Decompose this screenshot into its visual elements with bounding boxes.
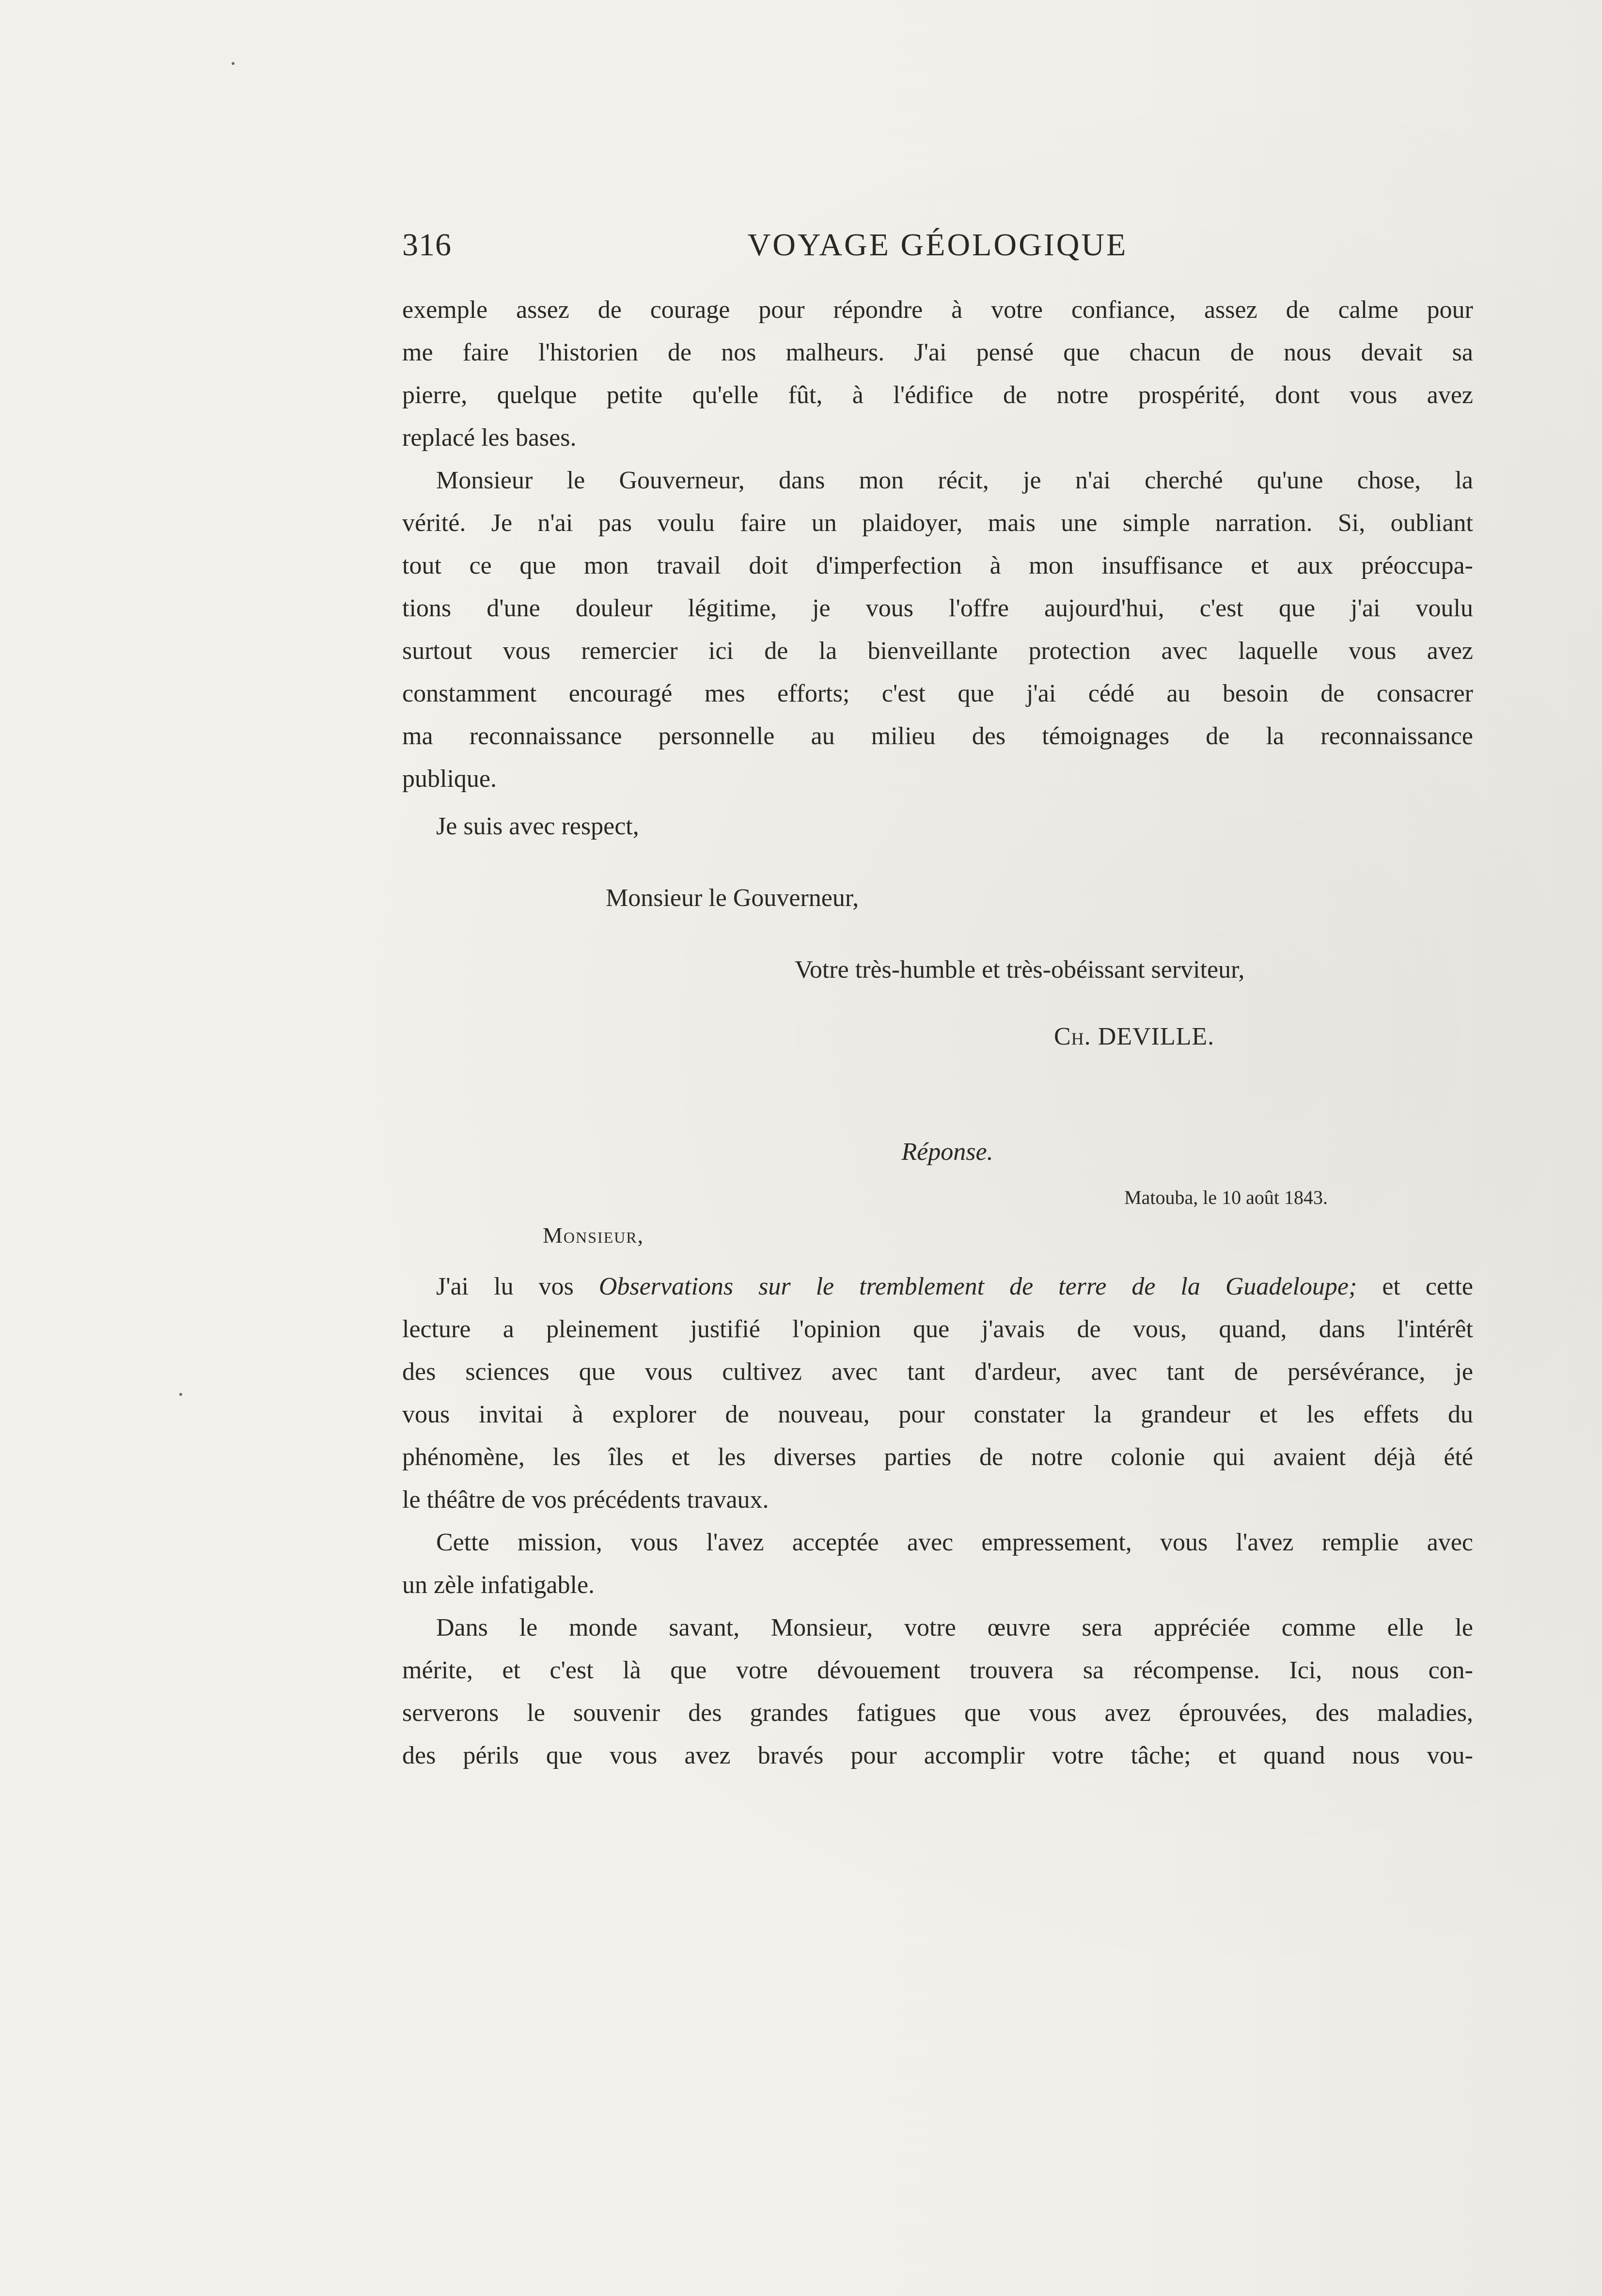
dateline: Matouba, le 10 août 1843.: [1124, 1187, 1328, 1208]
text-line: lecture a pleinement justifié l'opinion que j'avais de vous, quand, dans l'intérêt: [402, 1315, 1473, 1343]
signature: [402, 1015, 1473, 1058]
text-line: mérite, et c'est là que votre dévouement trouvera sa récompense. Ici, nous con-: [402, 1656, 1473, 1684]
text-line: Dans le monde savant, Monsieur, votre œuvre sera appréciée comme elle le: [436, 1614, 1473, 1641]
text-line: un zèle infatigable.: [402, 1571, 595, 1599]
signature-name: DEVILLE.: [1098, 1023, 1215, 1050]
text-line: Monsieur le Gouverneur, dans mon récit, je n'ai cherché qu'une chose, la: [436, 467, 1473, 494]
running-title: VOYAGE GÉOLOGIQUE: [747, 227, 1128, 263]
paragraph-3: [402, 1265, 1473, 1521]
text-line: exemple assez de courage pour répondre à votre confiance, assez de calme pour: [402, 296, 1473, 324]
text-line: [402, 1265, 1473, 1308]
text-line: tout ce que mon travail doit d'imperfection à mon insuffisance et aux préoccupa-: [402, 552, 1473, 579]
paragraph-5: [402, 1607, 1473, 1777]
letter-closing: [402, 805, 1473, 1058]
paragraph-2: [402, 459, 1473, 800]
text-line: me faire l'historien de nos malheurs. J'ai pensé que chacun de nous devait sa: [402, 339, 1473, 366]
reponse-heading: Réponse.: [901, 1138, 993, 1166]
text-line: des sciences que vous cultivez avec tant d'ardeur, avec tant de persévérance, je: [402, 1358, 1473, 1386]
text-line: ma reconnaissance personnelle au milieu des témoignages de la reconnaissance: [402, 722, 1473, 750]
text-line: surtout vous remercier ici de la bienveillante protection avec laquelle vous avez: [402, 637, 1473, 665]
text-line: constamment encouragé mes efforts; c'est que j'ai cédé au besoin de consacrer: [402, 680, 1473, 707]
paragraph-4: [402, 1521, 1473, 1607]
closing-addressee: Monsieur le Gouverneur,: [606, 884, 859, 912]
book-title: Observations sur le tremblement de terre de la Guadeloupe;: [598, 1273, 1357, 1300]
page-number: 316: [402, 227, 452, 263]
page-body: [402, 289, 1473, 1777]
text-line: phénomène, les îles et les diverses parties de notre colonie qui avaient déjà été: [402, 1443, 1473, 1471]
text-fragment: et cette: [1357, 1273, 1473, 1300]
paragraph-1: [402, 289, 1473, 459]
text-line: vérité. Je n'ai pas voulu faire un plaidoyer, mais une simple narration. Si, oubliant: [402, 509, 1473, 537]
text-fragment: J'ai lu vos: [436, 1273, 599, 1300]
text-line: serverons le souvenir des grandes fatigues que vous avez éprouvées, des maladies,: [402, 1699, 1473, 1727]
text-line: replacé les bases.: [402, 424, 577, 452]
text-line: vous invitai à explorer de nouveau, pour constater la grandeur et les effets du: [402, 1401, 1473, 1428]
text-line: pierre, quelque petite qu'elle fût, à l'édifice de notre prospérité, dont vous avez: [402, 381, 1473, 409]
page-speck: [179, 1393, 182, 1396]
closing-formula: Votre très-humble et très-obéissant serviteur,: [795, 956, 1245, 984]
text-line: publique.: [402, 765, 497, 793]
text-line: le théâtre de vos précédents travaux.: [402, 1486, 769, 1514]
text-line: tions d'une douleur légitime, je vous l'offre aujourd'hui, c'est que j'ai voulu: [402, 594, 1473, 622]
text-line: Cette mission, vous l'avez acceptée avec empressement, vous l'avez remplie avec: [436, 1529, 1473, 1556]
text-line: des périls que vous avez bravés pour accomplir votre tâche; et quand nous vou-: [402, 1742, 1473, 1769]
closing-line: Je suis avec respect,: [436, 812, 639, 840]
page-speck: [232, 62, 235, 65]
salutation: Monsieur,: [543, 1223, 644, 1248]
signature-initial: Ch.: [1054, 1023, 1091, 1050]
page-header: [402, 227, 1473, 280]
